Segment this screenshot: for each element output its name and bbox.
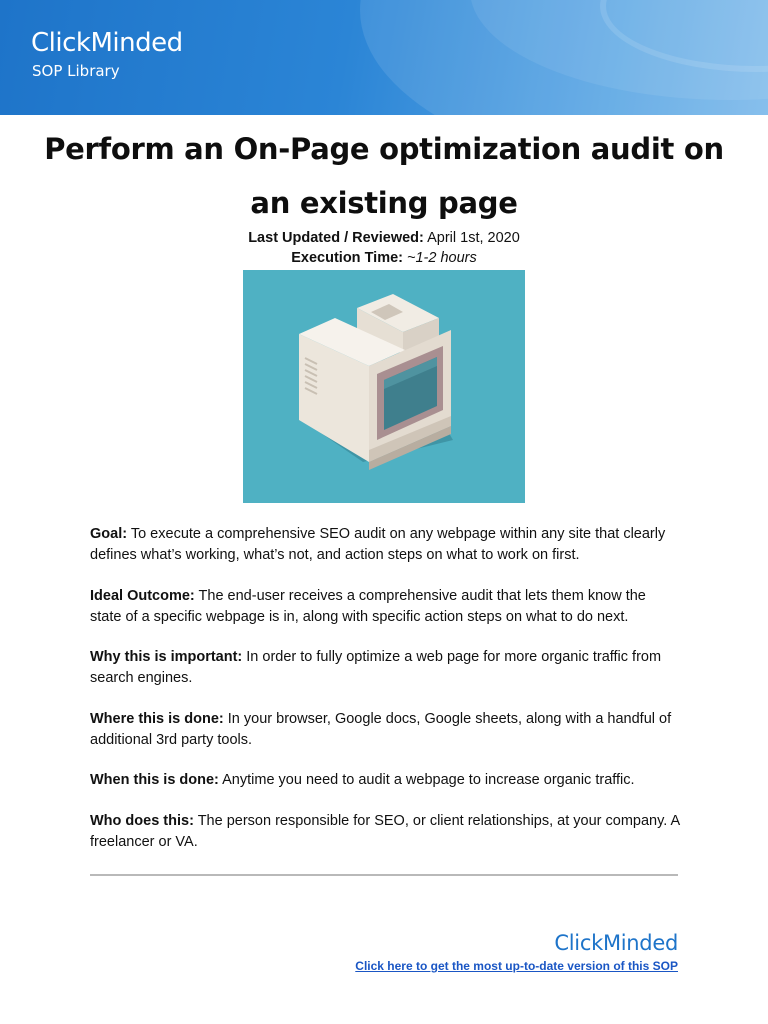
section-text: The end-user receives a comprehensive audit that lets them know the state of a specific webpage is in, along with specific action steps on what to do next. (90, 588, 646, 625)
ideal-outcome-section (90, 586, 680, 628)
footer-logo: ClickMinded (554, 931, 678, 955)
section-label: When this is done: (90, 772, 219, 788)
section-text: To execute a comprehensive SEO audit on any webpage within any site that clearly defines what’s working, what’s not, and action steps on what to work on first. (90, 526, 666, 563)
last-updated (0, 230, 768, 246)
who-section (90, 811, 680, 853)
section-text: The person responsible for SEO, or client relationships, at your company. A freelancer or VA. (90, 813, 680, 850)
section-label: Why this is important: (90, 649, 243, 665)
execution-time (0, 250, 768, 266)
execution-time-label: Execution Time: (291, 250, 403, 266)
section-label: Goal: (90, 526, 128, 542)
last-updated-value: April 1st, 2020 (427, 230, 520, 246)
retro-computer-icon (243, 270, 525, 503)
when-section (90, 770, 680, 791)
latest-version-link[interactable]: Click here to get the most up-to-date version of this SOP (355, 959, 678, 973)
last-updated-label: Last Updated / Reviewed: (248, 230, 424, 246)
page-title: Perform an On-Page optimization audit on an existing page (44, 132, 724, 220)
section-text: In order to fully optimize a web page for more organic traffic from search engines. (90, 649, 662, 686)
brand-logo: ClickMinded (31, 28, 183, 58)
divider (90, 874, 678, 876)
goal-section (90, 524, 680, 566)
section-text: In your browser, Google docs, Google sheets, along with a handful of additional 3rd party tools. (90, 711, 672, 748)
importance-section (90, 647, 680, 689)
section-text: Anytime you need to audit a webpage to increase organic traffic. (222, 772, 635, 788)
execution-time-value: ~1-2 hours (407, 250, 477, 266)
section-label: Where this is done: (90, 711, 224, 727)
where-section (90, 709, 680, 751)
brand-subtitle: SOP Library (32, 62, 120, 80)
section-label: Ideal Outcome: (90, 588, 195, 604)
hero-image (243, 270, 525, 503)
header-banner (0, 0, 768, 115)
section-label: Who does this: (90, 813, 194, 829)
